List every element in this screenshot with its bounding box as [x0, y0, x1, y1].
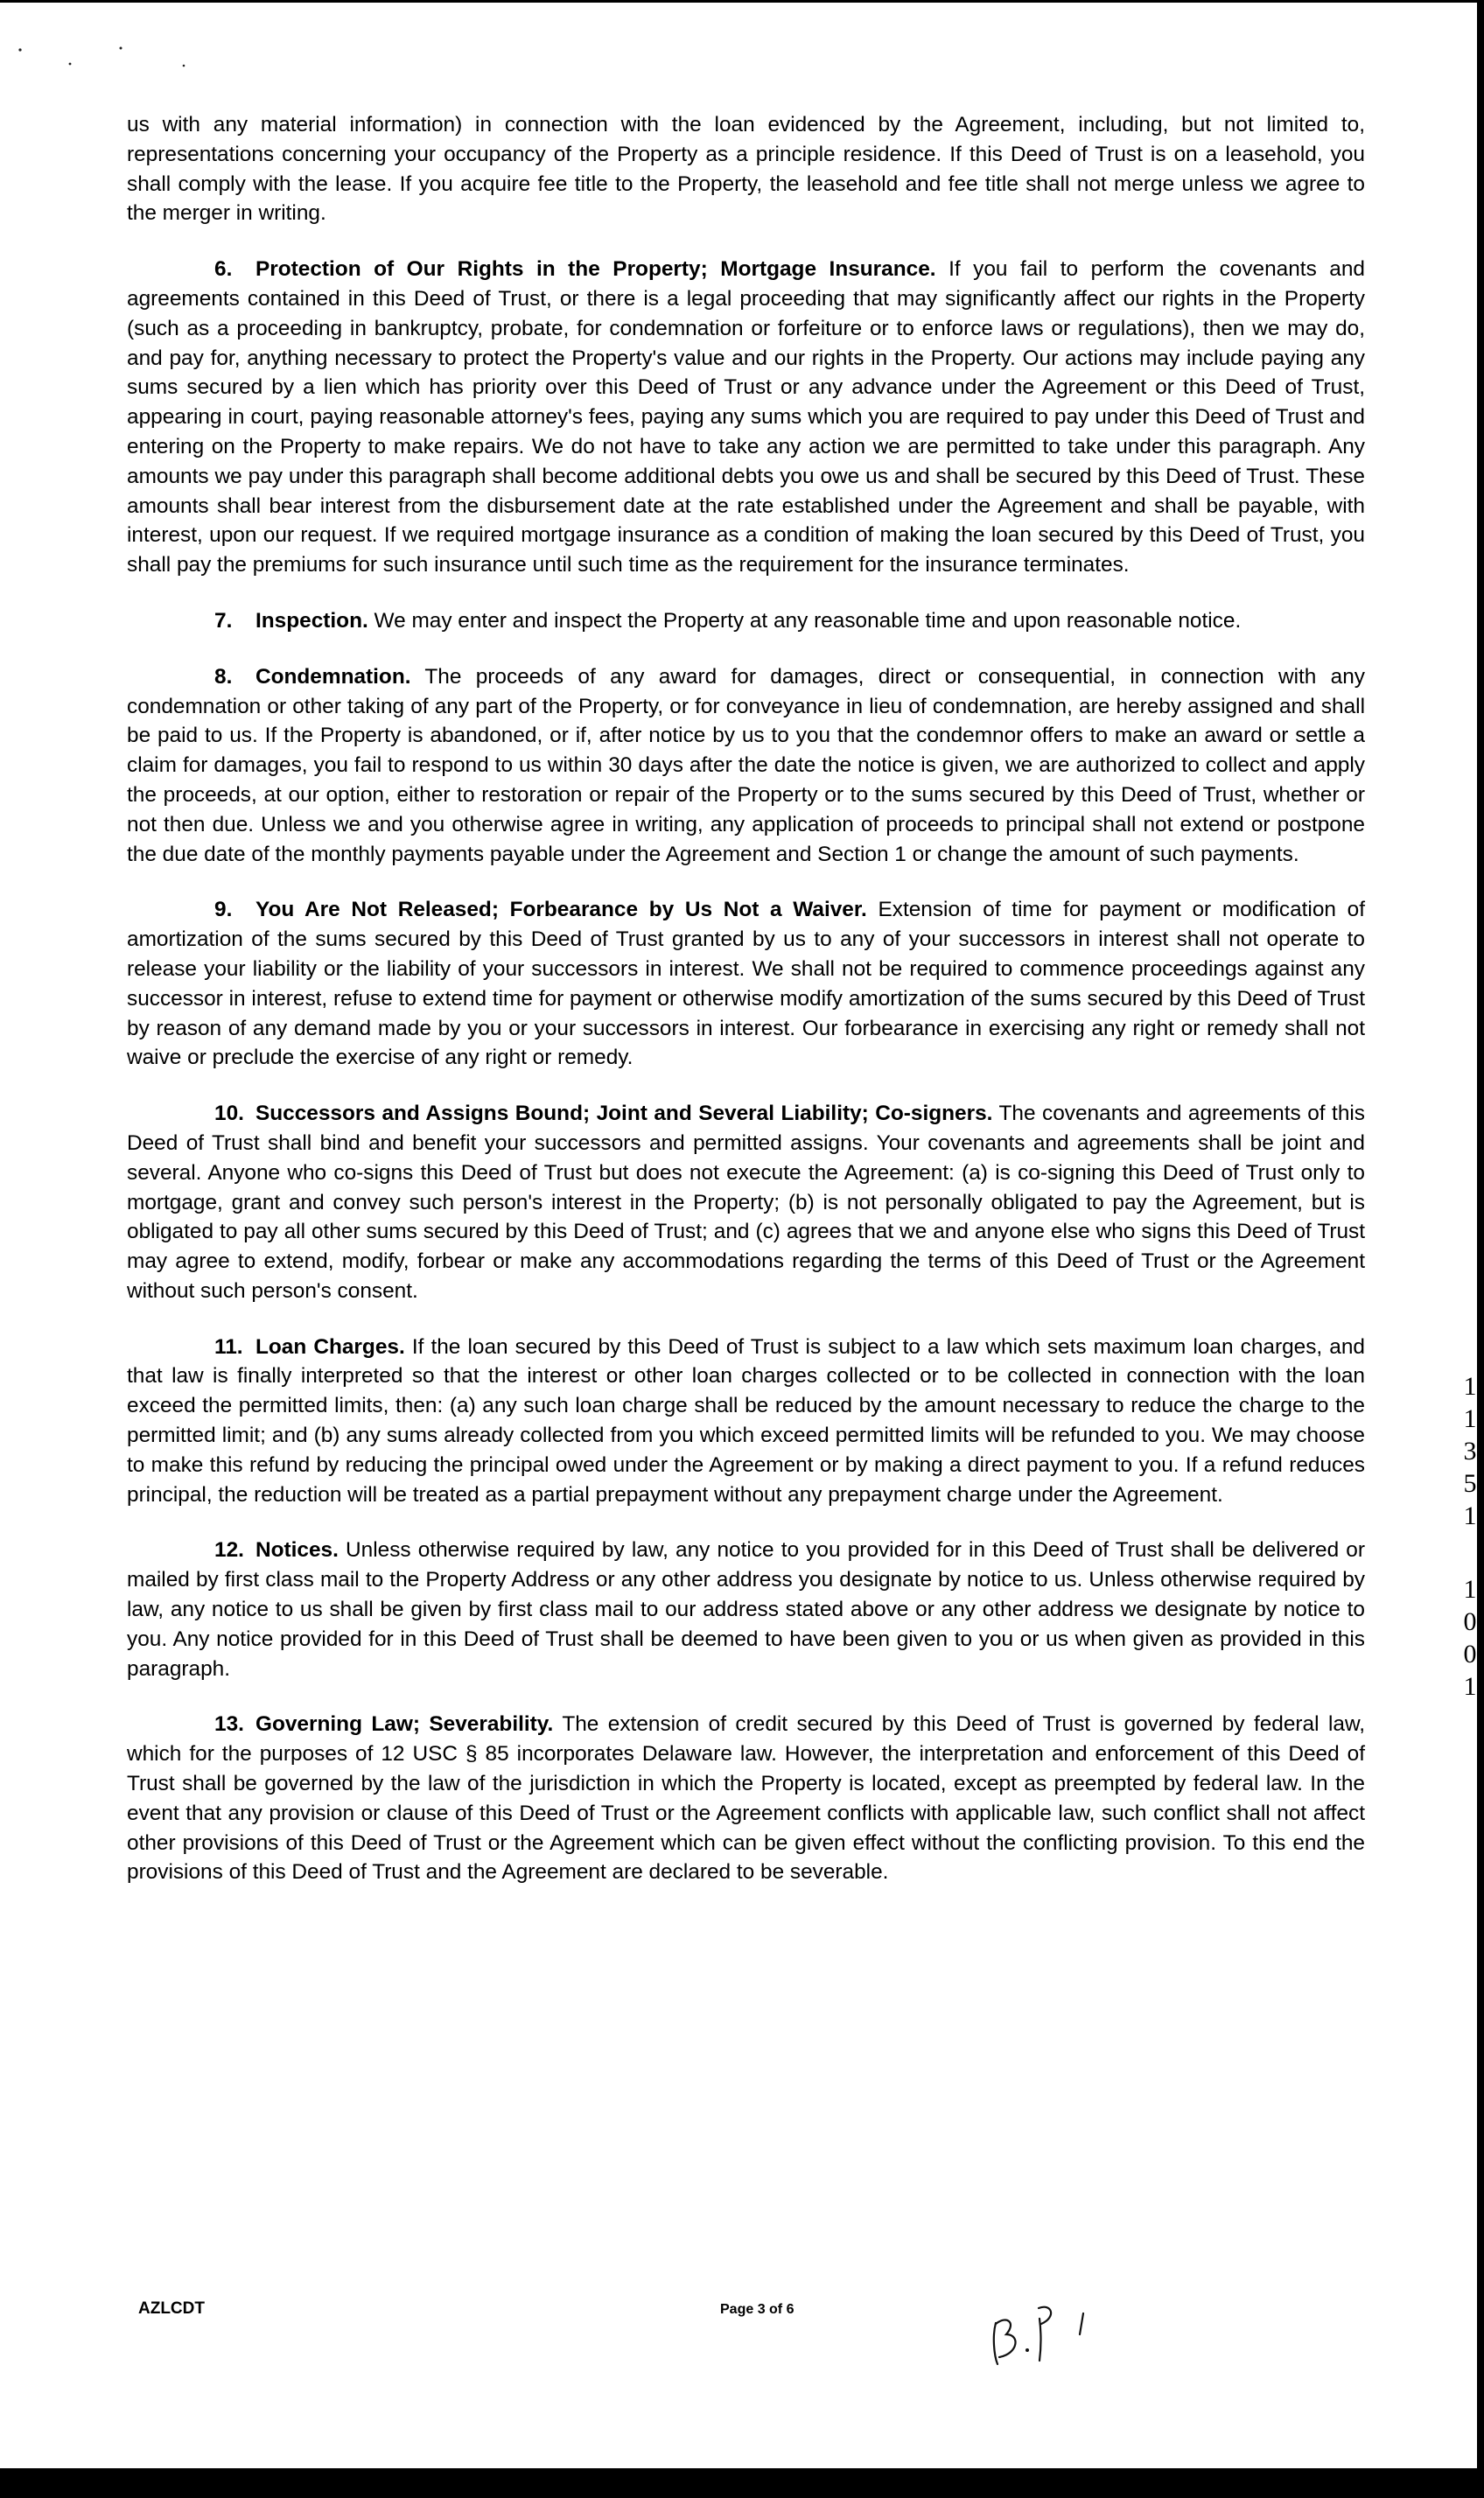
handwritten-initials [980, 2284, 1111, 2371]
document-body [127, 110, 1365, 1914]
stamp-digit: 5 [1463, 1469, 1477, 1498]
scan-specks [18, 39, 201, 74]
scan-edge-right [1477, 0, 1484, 2498]
paragraph-heading: Governing Law; Severability. [256, 1712, 554, 1737]
stamp-digit: 0 [1463, 1607, 1477, 1636]
paragraph-text: Extension of time for payment or modification of amortization of the sums secured by this Deed of Trust granted by us to any of your successors in interest shall not operate to release your liability or the liability of your successors in interest. We shall not be required to commence proceedings against any successor in interest, refuse to extend time for payment or otherwise modify amortization of the sums secured by this Deed of Trust by reason of any demand made by you or your successors in interest. Our forbearance in exercising any right or remedy shall not waive or preclude the exercise of any right or remedy. [127, 898, 1365, 1070]
stamp-digit: 3 [1463, 1437, 1477, 1466]
form-code: AZLCDT [138, 2299, 205, 2318]
stamp-gap [1451, 1536, 1484, 1577]
paragraph-12 [127, 1536, 1365, 1683]
paragraph-text: The covenants and agreements of this Deed of Trust shall bind and benefit your successors and permitted assigns. Your covenants and agreements shall be joint and several. Anyone who co-signs this Deed of Trust but does not execute the Agreement: (a) is co-signing this Deed of Trust only to mortgage, grant and convey such person's interest in the Property; (b) is not personally obligated to pay the Agreement, but is obligated to pay all other sums secured by this Deed of Trust; and (c) agrees that we and anyone else who signs this Deed of Trust may agree to extend, modify, forbear or make any accommodations regarding the terms of this Deed of Trust or the Agreement without such person's consent. [127, 1102, 1365, 1303]
paragraph-number: 8. [214, 664, 233, 689]
opening-paragraph: us with any material information) in connection with the loan evidenced by the Agreement, including, but not limited to, representations concerning your occupancy of the Property as a principle residence. If this Deed of Trust is on a leasehold, you shall comply with the lease. If you acquire fee title to the Property, the leasehold and fee title shall not merge unless we agree to the merger in writing. [127, 113, 1365, 226]
paragraph-number: 6. [214, 257, 233, 282]
paragraph-7 [127, 606, 1365, 636]
paragraph-text: If the loan secured by this Deed of Trust is subject to a law which sets maximum loan charges, and that law is finally interpreted so that the interest or other loan charges collected or to be collected in connection with the loan exceed the permitted limits, then: (a) any such loan charge shall be reduced by the amount necessary to reduce the charge to the permitted limit; and (b) any sums already collected from you which exceed permitted limits will be refunded to you. We may choose to make this refund by reducing the principal owed under the Agreement or by making a direct payment to you. If a refund reduces principal, the reduction will be treated as a partial prepayment without any prepayment charge under the Agreement. [127, 1334, 1365, 1507]
stamp-digit: 0 [1463, 1640, 1477, 1669]
paragraph-6 [127, 255, 1365, 580]
paragraph-text: If you fail to perform the covenants and agreements contained in this Deed of Trust, or there is a legal proceeding that may significantly affect our rights in the Property (such as a proceeding in bankruptcy, probate, for condemnation or forfeiture or to enforce laws or regulations), then we may do, and pay for, anything necessary to protect the Property's value and our rights in the Property. Our actions may include paying any sums secured by a lien which has priority over this Deed of Trust or any advance under the Agreement or this Deed of Trust, appearing in court, paying reasonable attorney's fees, paying any sums which you are required to pay under this Deed of Trust and entering on the Property to make repairs. We do not have to take any action we are permitted to take under this paragraph. Any amounts we pay under this paragraph shall become additional debts you owe us and shall be secured by this Deed of Trust. These amounts shall bear interest from the disbursement date at the rate established under the Agreement and shall be payable, with interest, upon our request. If we required mortgage insurance as a condition of making the loan secured by this Deed of Trust, you shall pay the premiums for such insurance until such time as the requirement for the insurance terminates. [127, 257, 1365, 577]
paragraph-heading: Protection of Our Rights in the Property; Mortgage Insurance. [256, 257, 936, 282]
paragraph-10 [127, 1099, 1365, 1306]
scan-edge-top [0, 0, 1484, 3]
paragraph-text: Unless otherwise required by law, any notice to you provided for in this Deed of Trust shall be delivered or mailed by first class mail to the Property Address or any other address you designate by notice to us. Unless otherwise required by law, any notice to us shall be given by first class mail to our address stated above or any other address we designate by notice to you. Any notice provided for in this Deed of Trust shall be deemed to have been given to you or us when given as provided in this paragraph. [127, 1538, 1365, 1681]
paragraph-heading: Notices. [256, 1538, 339, 1563]
paragraph-heading: Successors and Assigns Bound; Joint and Several Liability; Co-signers. [256, 1102, 993, 1126]
paragraph-heading: Inspection. [256, 608, 368, 633]
paragraph-8 [127, 662, 1365, 870]
stamp-digit: 1 [1463, 1372, 1477, 1401]
stamp-digit: 1 [1463, 1501, 1477, 1530]
stamp-digit: 1 [1463, 1404, 1477, 1433]
recording-number-stamp [1451, 1374, 1484, 1706]
paragraph-13 [127, 1710, 1365, 1887]
stamp-digit: 1 [1463, 1672, 1477, 1701]
paragraph-11 [127, 1333, 1365, 1510]
paragraph-heading: You Are Not Released; Forbearance by Us Not a Waiver. [256, 898, 867, 922]
paragraph-heading: Condemnation. [256, 664, 411, 689]
paragraph-number: 7. [214, 608, 233, 633]
scan-edge-bottom [0, 2468, 1484, 2498]
page-number: Page 3 of 6 [720, 2302, 794, 2317]
paragraph-number: 13. [214, 1712, 244, 1737]
stamp-digit: 1 [1463, 1575, 1477, 1604]
paragraph-heading: Loan Charges. [256, 1334, 405, 1359]
paragraph-number: 10. [214, 1102, 244, 1126]
paragraph-text: We may enter and inspect the Property at any reasonable time and upon reasonable notice. [374, 608, 1242, 633]
paragraph-9 [127, 895, 1365, 1073]
paragraph-number: 12. [214, 1538, 244, 1563]
paragraph-number: 9. [214, 898, 233, 922]
paragraph-number: 11. [214, 1334, 243, 1359]
paragraph-text: The extension of credit secured by this Deed of Trust is governed by federal law, which for the purposes of 12 USC § 85 incorporates Delaware law. However, the interpretation and enforcement of this Deed of Trust shall be governed by the law of the jurisdiction in which the Property is located, except as preempted by federal law. In the event that any provision or clause of this Deed of Trust or the Agreement conflicts with applicable law, such conflict shall not affect other provisions of this Deed of Trust or the Agreement which can be given effect without the conflicting provision. To this end the provisions of this Deed of Trust and the Agreement are declared to be severable. [127, 1712, 1365, 1885]
paragraph-text: The proceeds of any award for damages, direct or consequential, in connection with any condemnation or other taking of any part of the Property, or for conveyance in lieu of condemnation, are hereby assigned and shall be paid to us. If the Property is abandoned, or if, after notice by us to you that the condemnor offers to make an award or settle a claim for damages, you fail to respond to us within 30 days after the date the notice is given, we are authorized to collect and apply the proceeds, at our option, either to restoration or repair of the Property or to the sums secured by this Deed of Trust, whether or not then due. Unless we and you otherwise agree in writing, any application of proceeds to principal shall not extend or postpone the due date of the monthly payments payable under the Agreement and Section 1 or change the amount of such payments. [127, 664, 1365, 866]
